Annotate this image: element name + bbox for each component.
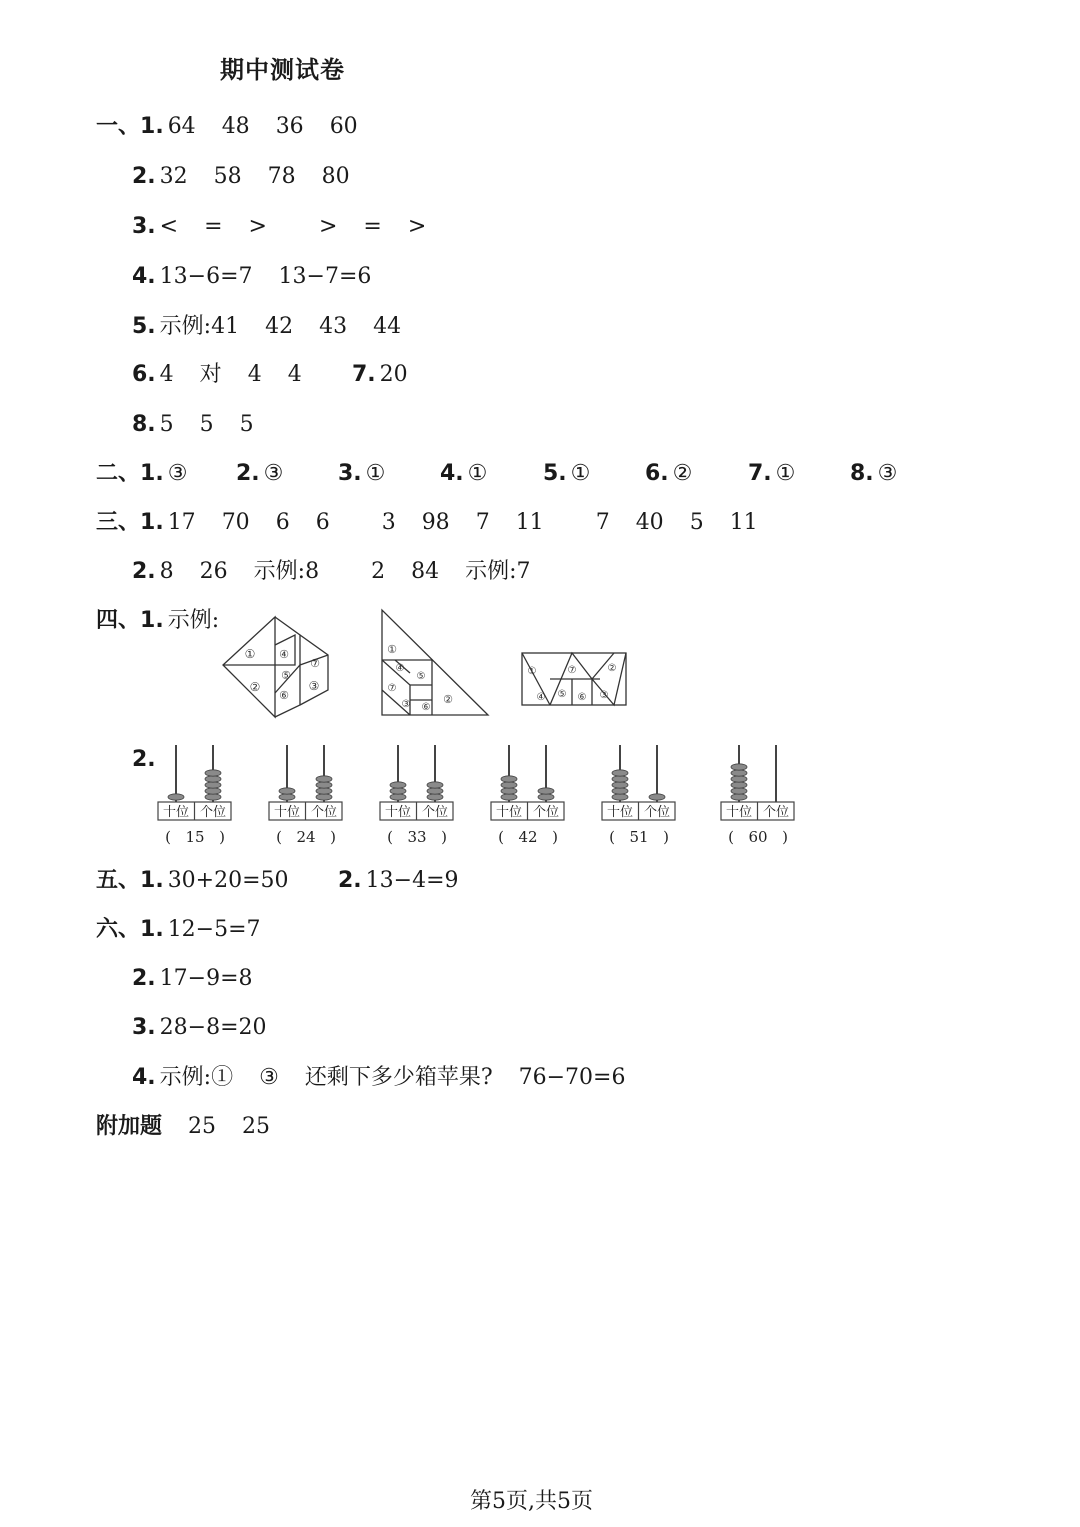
question-number: 7. — [748, 461, 772, 486]
abacus-bead — [427, 782, 443, 788]
question-number: 8. — [132, 412, 156, 437]
answer-value: 44 — [373, 314, 402, 339]
question-number: 8. — [850, 461, 874, 486]
abacus-bead — [612, 794, 628, 800]
answer-value: ① — [365, 461, 386, 486]
answer-value: 13−4=9 — [365, 868, 459, 893]
tangram-figures — [220, 605, 640, 730]
abacus-bead — [205, 788, 221, 794]
ones-label: 个位 — [421, 805, 449, 820]
answer-value: 还剩下多少箱苹果? — [304, 1065, 493, 1090]
answer-value: ③ — [877, 461, 898, 486]
paren-open: ( — [498, 828, 504, 846]
abacus-answer: 51 — [629, 828, 649, 846]
abacus — [158, 745, 231, 846]
answer-value: 12−5=7 — [167, 917, 261, 942]
answer-line — [645, 459, 692, 489]
answer-value: 30+20=50 — [167, 868, 289, 893]
answer-line — [132, 964, 253, 994]
question-number: 4. — [132, 264, 156, 289]
question-number: 5. — [132, 314, 156, 339]
abacus-bead — [390, 788, 406, 794]
tens-label: 十位 — [273, 805, 301, 820]
paren-open: ( — [276, 828, 282, 846]
answer-value: = — [204, 214, 223, 239]
paren-close: ) — [219, 828, 225, 846]
tangram-label: ④ — [279, 648, 289, 661]
abacus-bead — [538, 788, 554, 794]
tangram-label: ⑤ — [416, 671, 426, 682]
question-number: 6. — [132, 362, 156, 387]
abacus-bead — [612, 770, 628, 776]
answer-value: 58 — [213, 164, 242, 189]
section-label: 附加题 — [96, 1114, 163, 1139]
abacus-bead — [501, 782, 517, 788]
abacus-bead — [501, 794, 517, 800]
answer-value: 5 — [689, 510, 704, 535]
abacus-bead — [168, 794, 184, 800]
answer-value: 25 — [188, 1114, 217, 1139]
question-number: 1. — [140, 114, 164, 139]
section-label: 五、 — [96, 868, 141, 893]
answer-value: 示例:7 — [465, 559, 531, 584]
answer-value: 26 — [199, 559, 228, 584]
question-number: 2. — [236, 461, 260, 486]
question-number: 1. — [140, 917, 164, 942]
answer-line — [96, 606, 219, 636]
tangram-label: ⑤ — [281, 669, 291, 682]
answer-value: 11 — [729, 510, 758, 535]
answer-line — [132, 212, 426, 242]
abacus-bead — [731, 788, 747, 794]
answer-value: 40 — [635, 510, 664, 535]
abacus-bead — [501, 776, 517, 782]
tens-label: 十位 — [606, 805, 634, 820]
tangram-label: ③ — [599, 690, 609, 701]
answer-value: 17−9=8 — [159, 966, 253, 991]
answer-value: ③ — [167, 461, 188, 486]
answer-value: = — [363, 214, 382, 239]
question-number: 3. — [338, 461, 362, 486]
answer-value: 13−6=7 — [159, 264, 253, 289]
answer-line — [96, 508, 758, 538]
answer-value: 43 — [319, 314, 348, 339]
tangram-label: ⑥ — [421, 702, 431, 713]
abacus — [380, 745, 453, 846]
abacus-answer: 24 — [296, 828, 316, 846]
abacus-bead — [316, 776, 332, 782]
answer-line — [96, 459, 187, 489]
answer-line — [748, 459, 795, 489]
abacus-bead — [731, 782, 747, 788]
section-label: 三、 — [96, 510, 141, 535]
answer-value: ③ — [259, 1065, 279, 1090]
tangram-label: ④ — [395, 663, 405, 674]
abacus-bead — [390, 794, 406, 800]
abacus-answer: 33 — [407, 828, 427, 846]
answer-value: 70 — [221, 510, 250, 535]
paren-close: ) — [441, 828, 447, 846]
tangram-label: ① — [527, 666, 537, 677]
question-number: 7. — [352, 362, 376, 387]
answer-value: 78 — [267, 164, 296, 189]
answer-value: 64 — [167, 114, 196, 139]
tangram-label: ② — [249, 680, 261, 694]
question-number: 5. — [543, 461, 567, 486]
answer-value: 60 — [329, 114, 358, 139]
tangram-triangle — [382, 610, 488, 715]
answer-value: 80 — [321, 164, 350, 189]
abacus-bead — [316, 788, 332, 794]
abacus-answer: 60 — [748, 828, 768, 846]
abacus — [721, 745, 794, 846]
answer-value: 25 — [242, 1114, 271, 1139]
answer-value: 示例:8 — [253, 559, 320, 584]
tens-label: 十位 — [725, 805, 753, 820]
tangram-label: ⑦ — [567, 665, 577, 676]
answer-line — [132, 162, 350, 192]
page-title: 期中测试卷 — [220, 56, 345, 84]
question-number: 1. — [140, 461, 164, 486]
abacus-bead — [501, 788, 517, 794]
abacus-bead — [316, 794, 332, 800]
answer-value: ① — [467, 461, 488, 486]
question-number: 3. — [132, 214, 156, 239]
abacus-bead — [427, 788, 443, 794]
answer-line — [132, 1013, 267, 1043]
paren-close: ) — [552, 828, 558, 846]
abacus-bead — [731, 776, 747, 782]
answer-value: > — [248, 214, 267, 239]
abacus-bead — [649, 794, 665, 800]
answer-line — [96, 866, 289, 896]
answer-line — [132, 410, 254, 440]
tangram-fish — [223, 617, 328, 717]
answer-line — [236, 459, 283, 489]
tangram-label: ④ — [536, 692, 546, 703]
paren-open: ( — [387, 828, 393, 846]
paren-open: ( — [609, 828, 615, 846]
tangram-label: ① — [387, 643, 397, 656]
answer-value: 7 — [475, 510, 490, 535]
tangram-label: ② — [607, 663, 617, 674]
abacus-answer: 15 — [185, 828, 205, 846]
answer-line — [132, 1063, 625, 1093]
paren-close: ) — [782, 828, 788, 846]
abacus-bead — [205, 776, 221, 782]
answer-line — [543, 459, 590, 489]
ones-label: 个位 — [199, 805, 227, 820]
ones-label: 个位 — [310, 805, 338, 820]
answer-value: 2 — [371, 559, 386, 584]
answer-line — [96, 112, 358, 142]
paren-open: ( — [728, 828, 734, 846]
paren-close: ) — [330, 828, 336, 846]
tangram-label: ② — [443, 693, 453, 706]
question-number: 3. — [132, 1015, 156, 1040]
tangram-label: ⑥ — [279, 689, 289, 702]
answer-line — [352, 360, 408, 390]
tangram-label: ⑦ — [310, 657, 320, 670]
paren-close: ) — [663, 828, 669, 846]
question-number: 2. — [338, 868, 362, 893]
answer-value: ② — [672, 461, 693, 486]
tangram-rectangle — [522, 653, 626, 705]
answer-value: 98 — [421, 510, 450, 535]
answer-value: ③ — [263, 461, 284, 486]
section-label: 六、 — [96, 917, 141, 942]
answer-line — [132, 262, 371, 292]
abacus-row — [150, 740, 810, 850]
answer-value: ① — [570, 461, 591, 486]
answer-value: 7 — [595, 510, 610, 535]
question-number: 1. — [140, 510, 164, 535]
answer-value: 42 — [265, 314, 294, 339]
answer-value: 3 — [381, 510, 396, 535]
abacus-bead — [390, 782, 406, 788]
answer-value: 17 — [167, 510, 196, 535]
tens-label: 十位 — [162, 805, 190, 820]
answer-value: 5 — [239, 412, 254, 437]
answer-line — [338, 866, 459, 896]
abacus-bead — [205, 782, 221, 788]
question-number: 6. — [645, 461, 669, 486]
page-footer: 第5页,共5页 — [470, 1489, 593, 1514]
question-number: 1. — [140, 868, 164, 893]
tangram-label: ③ — [308, 679, 320, 693]
abacus-bead — [279, 788, 295, 794]
answer-value: 4 — [247, 362, 262, 387]
section-label: 四、 — [96, 608, 141, 633]
tangram-label: ⑥ — [577, 692, 587, 703]
answer-line — [338, 459, 385, 489]
answer-value: ① — [775, 461, 796, 486]
abacus-bead — [316, 782, 332, 788]
answer-line — [132, 557, 531, 587]
answer-value: 4 — [159, 362, 174, 387]
answer-value: 4 — [287, 362, 302, 387]
paren-open: ( — [165, 828, 171, 846]
abacus-bead — [612, 776, 628, 782]
abacus — [491, 745, 564, 846]
ones-label: 个位 — [532, 805, 560, 820]
tangram-label: ① — [244, 647, 256, 661]
abacus — [602, 745, 675, 846]
answer-value: 32 — [159, 164, 188, 189]
question-number: 2. — [132, 164, 156, 189]
answer-value: 对 — [199, 362, 222, 387]
answer-value: 84 — [411, 559, 440, 584]
abacus-bead — [427, 794, 443, 800]
answer-value: 13−7=6 — [278, 264, 372, 289]
question-number: 4. — [132, 1065, 156, 1090]
answer-value: 6 — [315, 510, 330, 535]
answer-value: 36 — [275, 114, 304, 139]
answer-line — [96, 915, 261, 945]
answer-value: 5 — [159, 412, 174, 437]
abacus-bead — [731, 794, 747, 800]
question-number: 2. — [132, 747, 156, 772]
abacus-answer: 42 — [518, 828, 538, 846]
tens-label: 十位 — [384, 805, 412, 820]
tangram-label: ⑦ — [387, 683, 397, 694]
answer-value: 76−70=6 — [518, 1065, 626, 1090]
answer-value: 6 — [275, 510, 290, 535]
abacus-bead — [731, 764, 747, 770]
answer-line — [440, 459, 487, 489]
tens-label: 十位 — [495, 805, 523, 820]
question-number: 2. — [132, 559, 156, 584]
answer-value: < — [159, 214, 179, 239]
abacus — [269, 745, 342, 846]
question-number: 4. — [440, 461, 464, 486]
abacus-bead — [205, 794, 221, 800]
answer-value: > — [318, 214, 338, 239]
answer-line — [96, 1112, 270, 1142]
answer-line — [132, 312, 401, 342]
answer-line — [850, 459, 897, 489]
question-number: 2. — [132, 966, 156, 991]
abacus-bead — [731, 770, 747, 776]
answer-value: 8 — [159, 559, 174, 584]
answer-value: 5 — [199, 412, 214, 437]
section-label: 二、 — [96, 461, 141, 486]
answer-value: 20 — [379, 362, 408, 387]
tangram-label: ⑤ — [557, 689, 567, 700]
question-number: 1. — [140, 608, 164, 633]
section-label: 一、 — [96, 114, 141, 139]
answer-line — [132, 360, 302, 390]
answer-value: 28−8=20 — [159, 1015, 267, 1040]
answer-value: 48 — [221, 114, 250, 139]
ones-label: 个位 — [643, 805, 671, 820]
ones-label: 个位 — [762, 805, 790, 820]
abacus-bead — [279, 794, 295, 800]
tangram-label: ③ — [401, 699, 411, 710]
abacus-bead — [612, 788, 628, 794]
abacus-bead — [612, 782, 628, 788]
abacus-bead — [205, 770, 221, 776]
answer-value: 示例: — [167, 608, 220, 633]
answer-value: 示例:41 — [159, 314, 240, 339]
abacus-bead — [538, 794, 554, 800]
answer-value: 11 — [515, 510, 544, 535]
answer-value: 示例:① — [159, 1065, 234, 1090]
answer-value: > — [407, 214, 427, 239]
